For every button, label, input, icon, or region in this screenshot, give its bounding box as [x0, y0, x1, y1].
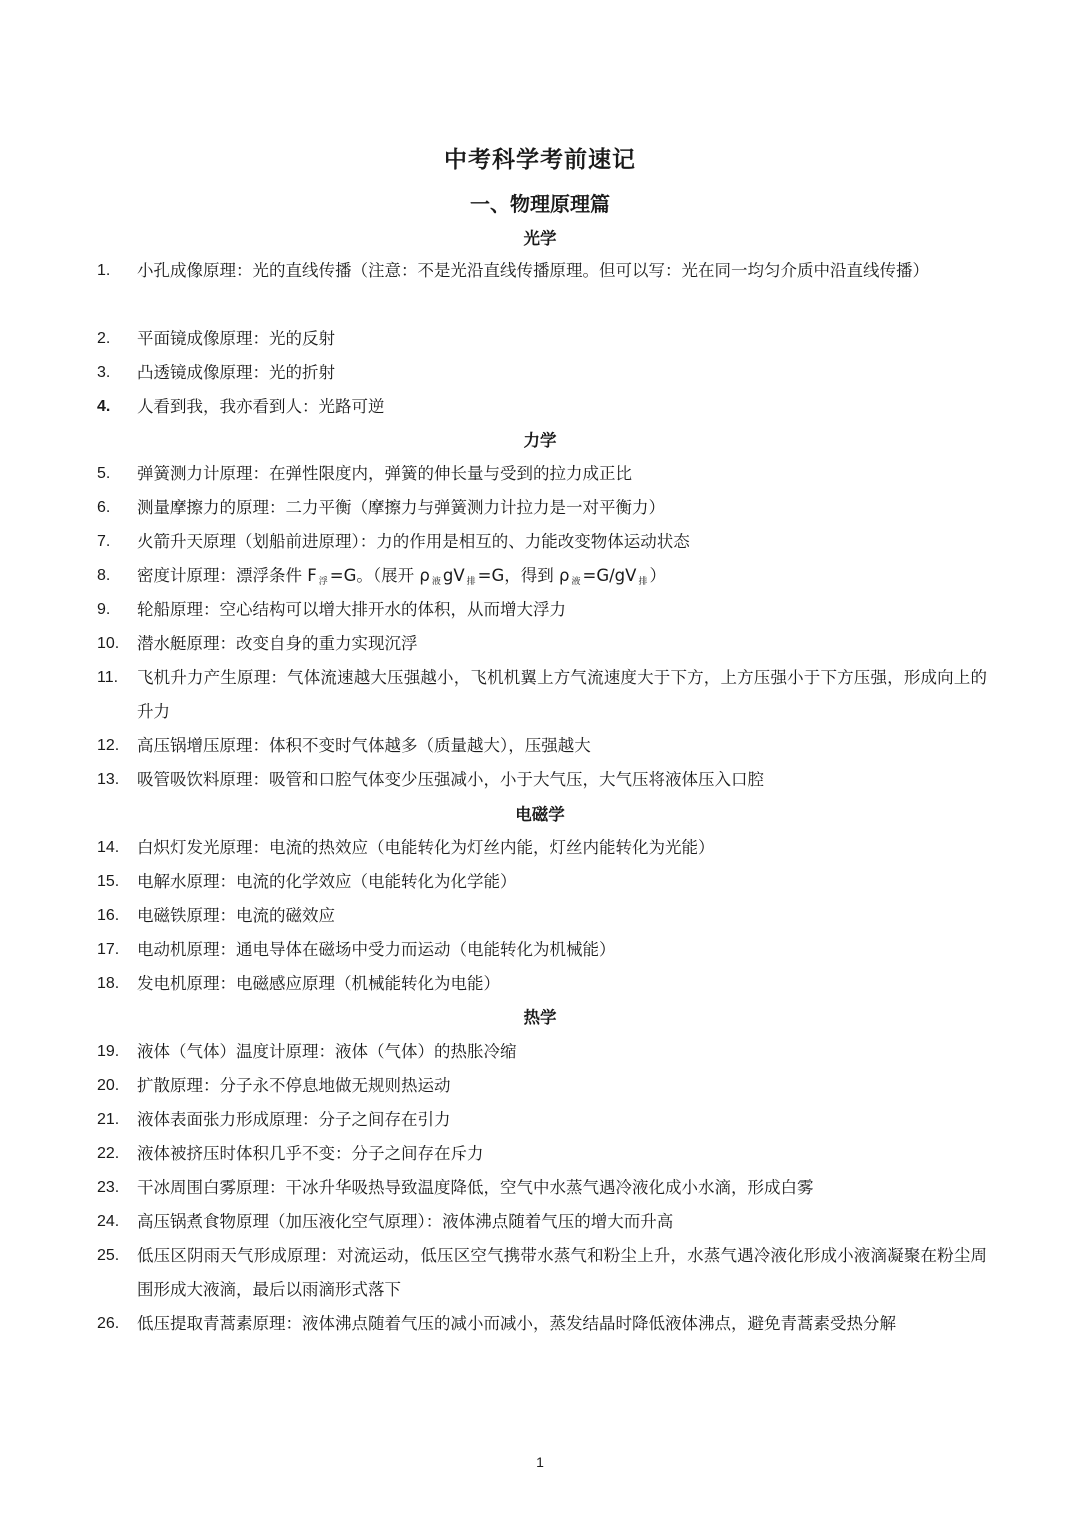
formula-subscript: 排: [638, 577, 648, 587]
item-text: 弹簧测力计原理：在弹性限度内，弹簧的伸长量与受到的拉力成正比: [137, 464, 632, 483]
item-number: 11.: [97, 669, 119, 686]
item-text: 小孔成像原理：光的直线传播（注意：不是光沿直线传播原理。但可以写：光在同一均匀介质中沿直线传播）: [137, 261, 929, 280]
item-number: 12.: [97, 737, 120, 754]
item-text: 电动机原理：通电导体在磁场中受力而运动（电能转化为机械能）: [137, 940, 616, 959]
formula-subscript: 液: [571, 577, 581, 587]
section-heading-optics: 光学: [523, 229, 557, 248]
item-text: 发电机原理：电磁感应原理（机械能转化为电能）: [137, 974, 500, 993]
section-heading-mechanics: 力学: [523, 431, 557, 450]
item-text: 测量摩擦力的原理：二力平衡（摩擦力与弹簧测力计拉力是一对平衡力）: [137, 498, 665, 517]
item-number: 22.: [97, 1145, 120, 1162]
formula-text: 密度计原理：漂浮条件 F: [137, 566, 317, 585]
item-number: 25.: [97, 1247, 120, 1264]
item-number: 26.: [97, 1315, 120, 1332]
item-text: 高压锅增压原理：体积不变时气体越多（质量越大），压强越大: [137, 736, 591, 755]
item-text: 飞机升力产生原理：气体流速越大压强越小，飞机机翼上方气流速度大于下方，上方压强小于下方压强，形成向上的升力: [137, 668, 987, 721]
formula-text: gV: [442, 566, 465, 585]
item-number: 21.: [97, 1111, 120, 1128]
item-number: 13.: [97, 771, 120, 788]
item-number: 20.: [97, 1077, 120, 1094]
formula-subscript: 排: [466, 577, 476, 587]
item-number: 10.: [97, 635, 120, 652]
formula-text: =G。（展开 ρ: [329, 566, 430, 585]
item-text: 人看到我，我亦看到人：光路可逆: [137, 397, 385, 416]
section-heading-electromagnetism: 电磁学: [515, 805, 565, 824]
item-number: 16.: [97, 907, 120, 924]
item-text: 低压区阴雨天气形成原理：对流运动，低压区空气携带水蒸气和粉尘上升，水蒸气遇冷液化形成小液滴凝聚在粉尘周围形成大液滴，最后以雨滴形式落下: [137, 1246, 987, 1299]
document-title: 中考科学考前速记: [444, 147, 636, 173]
item-number: 24.: [97, 1213, 120, 1230]
item-number: 17.: [97, 941, 120, 958]
item-number: 5.: [97, 465, 111, 482]
item-number: 3.: [97, 364, 111, 381]
item-number: 8.: [97, 567, 111, 584]
item-number: 7.: [97, 533, 111, 550]
formula-subscript: 液: [431, 577, 441, 587]
part-title: 一、物理原理篇: [470, 192, 610, 216]
formula-text: =G，得到 ρ: [477, 566, 570, 585]
item-text: 电解水原理：电流的化学效应（电能转化为化学能）: [137, 872, 517, 891]
item-text: 液体（气体）温度计原理：液体（气体）的热胀冷缩: [137, 1042, 517, 1061]
item-number: 14.: [97, 839, 120, 856]
item-text: 液体被挤压时体积几乎不变：分子之间存在斥力: [137, 1144, 484, 1163]
item-text: 电磁铁原理：电流的磁效应: [137, 906, 335, 925]
section-heading-thermal: 热学: [523, 1008, 557, 1027]
formula-text: ）: [649, 566, 666, 585]
formula-subscript: 浮: [318, 577, 328, 587]
item-text: 液体表面张力形成原理：分子之间存在引力: [137, 1110, 451, 1129]
item-text: 平面镜成像原理：光的反射: [137, 329, 335, 348]
item-number: 1.: [97, 262, 111, 279]
formula-text: =G/gV: [582, 566, 637, 585]
item-number: 23.: [97, 1179, 120, 1196]
item-text: 高压锅煮食物原理（加压液化空气原理）：液体沸点随着气压的增大而升高: [137, 1212, 674, 1231]
item-text: 干冰周围白雾原理：干冰升华吸热导致温度降低，空气中水蒸气遇冷液化成小水滴，形成白雾: [137, 1178, 814, 1197]
item-number: 19.: [97, 1043, 120, 1060]
item-number: 18.: [97, 975, 120, 992]
item-text: 白炽灯发光原理：电流的热效应（电能转化为灯丝内能，灯丝内能转化为光能）: [137, 838, 715, 857]
item-number: 2.: [97, 330, 111, 347]
item-text: 轮船原理：空心结构可以增大排开水的体积，从而增大浮力: [137, 600, 566, 619]
item-text: 吸管吸饮料原理：吸管和口腔气体变少压强减小，小于大气压，大气压将液体压入口腔: [137, 770, 764, 789]
item-text: 凸透镜成像原理：光的折射: [137, 363, 335, 382]
item-text: 火箭升天原理（划船前进原理）：力的作用是相互的、力能改变物体运动状态: [137, 532, 690, 551]
item-text: 潜水艇原理：改变自身的重力实现沉浮: [137, 634, 418, 653]
item-number: 6.: [97, 499, 111, 516]
item-number: 4.: [97, 398, 111, 415]
item-text: 扩散原理：分子永不停息地做无规则热运动: [137, 1076, 451, 1095]
item-number: 15.: [97, 873, 120, 890]
item-number: 9.: [97, 601, 111, 618]
item-text: 低压提取青蒿素原理：液体沸点随着气压的减小而减小，蒸发结晶时降低液体沸点，避免青蒿素受热分解: [137, 1314, 896, 1333]
page-number: 1: [536, 1454, 544, 1470]
